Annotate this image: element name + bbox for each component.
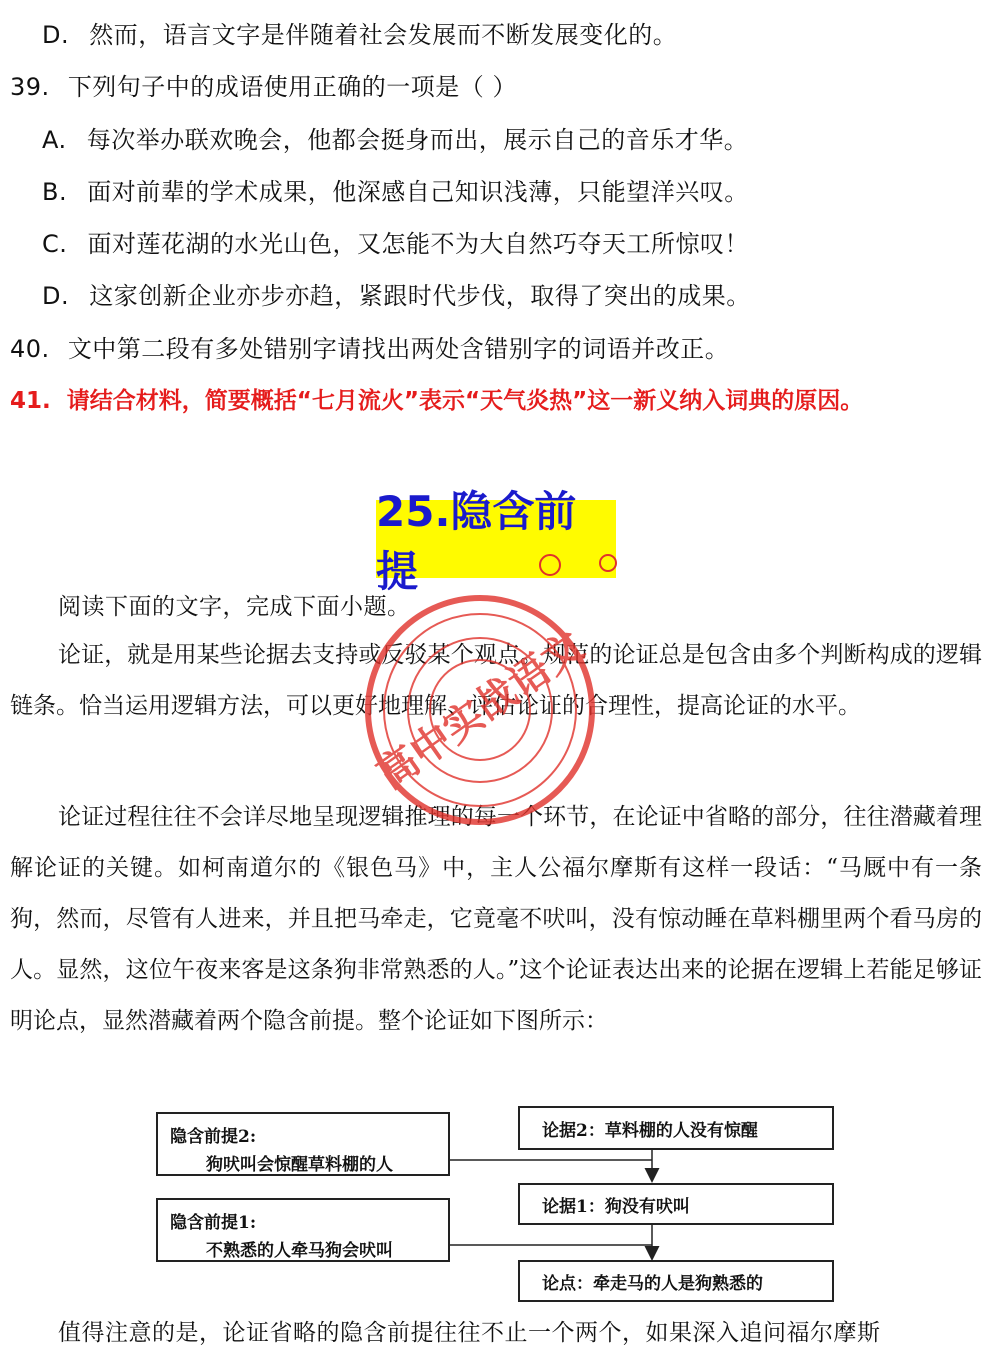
box-evidence-1 xyxy=(518,1183,834,1225)
option-text: 面对前辈的学术成果，他深感自己知识浅薄，只能望洋兴叹。 xyxy=(87,178,749,206)
title-marks xyxy=(530,545,630,585)
box-conclusion xyxy=(518,1260,834,1302)
box-evidence-2 xyxy=(518,1106,834,1150)
premise-1-label: 隐含前提1: xyxy=(170,1213,257,1233)
evidence-1-text: 论据1：狗没有吠叫 xyxy=(542,1196,690,1217)
question-stem: 下列句子中的成语使用正确的一项是（ ） xyxy=(67,73,517,101)
watermark-text: 高中实战语文 xyxy=(369,623,593,799)
option-label: D. xyxy=(42,21,70,49)
option-label: A. xyxy=(42,126,67,154)
question-text: 文中第二段有多处错别字请找出两处含错别字的词语并改正。 xyxy=(67,335,730,363)
paragraph-2: 论证过程往往不会详尽地呈现逻辑推理的每一个环节，在论证中省略的部分，往往潜藏着理解论证的关键。如柯南道尔的《银色马》中，主人公福尔摩斯有这样一段话：“马厩中有一条狗，然而，尽管有人进来，并且把马牵走，它竟毫不吠叫，没有惊动睡在草料棚里两个看马房的人。显然，这位午夜来客是这条狗非常熟悉的人。”这个论证表达出来的论据在逻辑上若能足够证明论点，显然潜藏着两个隐含前提。整个论证如下图所示： xyxy=(10,804,982,1034)
instruction: 阅读下面的文字，完成下面小题。 xyxy=(58,594,411,620)
box-premise-2 xyxy=(156,1112,450,1176)
option-label: D. xyxy=(42,282,70,310)
evidence-2-text: 论据2：草料棚的人没有惊醒 xyxy=(542,1120,758,1141)
section-title: 25.隐含前提 xyxy=(376,487,577,596)
conclusion-text: 论点：牵走马的人是狗熟悉的 xyxy=(542,1273,763,1294)
paragraph-1: 论证，就是用某些论据去支持或反驳某个观点。规范的论证总是包含由多个判断构成的逻辑链条。恰当运用逻辑方法，可以更好地理解、评估论证的合理性，提高论证的水平。 xyxy=(10,642,982,719)
paragraph-3-start: 值得注意的是，论证省略的隐含前提往往不止一个两个，如果深入追问福尔摩斯 xyxy=(58,1320,881,1346)
question-number: 41. xyxy=(10,388,51,414)
option-text: 然而，语言文字是伴随着社会发展而不断发展变化的。 xyxy=(89,21,678,49)
premise-1-text: 不熟悉的人牵马狗会吠叫 xyxy=(206,1241,393,1261)
option-text: 这家创新企业亦步亦趋，紧跟时代步伐，取得了突出的成果。 xyxy=(89,282,751,310)
option-label: B. xyxy=(42,178,68,206)
box-premise-1 xyxy=(156,1198,450,1262)
option-label: C. xyxy=(42,230,68,258)
option-text: 每次举办联欢晚会，他都会挺身而出，展示自己的音乐才华。 xyxy=(86,126,749,154)
question-number: 39. xyxy=(10,73,50,101)
option-text: 面对莲花湖的水光山色，又怎能不为大自然巧夺天工所惊叹！ xyxy=(87,230,750,258)
premise-2-text: 狗吠叫会惊醒草料棚的人 xyxy=(206,1155,393,1175)
premise-2-label: 隐含前提2: xyxy=(170,1127,257,1147)
question-text: 请结合材料，简要概括“七月流火”表示“天气炎热”这一新义纳入词典的原因。 xyxy=(66,388,864,414)
question-number: 40. xyxy=(10,335,50,363)
